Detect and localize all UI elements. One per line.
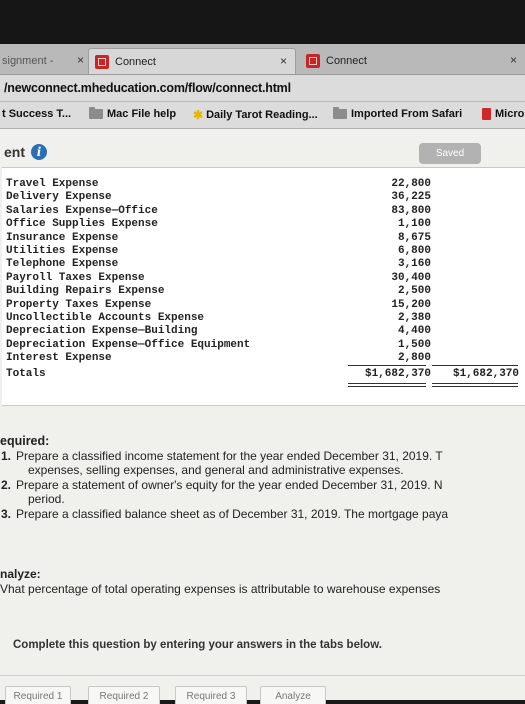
- account-name: Travel Expense: [6, 178, 99, 190]
- table-row: [2, 285, 525, 298]
- tab-required-2[interactable]: Required 2: [88, 686, 160, 704]
- page-title: ent i: [4, 144, 47, 160]
- credit-total: $1,682,370: [452, 367, 519, 380]
- instructions-text: Complete this question by entering your answers in the tabs below.: [13, 639, 382, 651]
- account-name: Utilities Expense: [6, 245, 119, 257]
- totals-double-rule: [432, 386, 518, 387]
- debit-amount: 83,800: [391, 204, 431, 217]
- account-name: Office Supplies Expense: [6, 218, 158, 231]
- close-icon[interactable]: ×: [279, 54, 287, 68]
- debit-amount: 1,100: [397, 218, 431, 231]
- required-section: [0, 434, 525, 521]
- close-icon[interactable]: ×: [76, 53, 84, 67]
- connect-favicon-icon: [95, 55, 109, 69]
- analyze-question: Vhat percentage of total operating expenses is attributable to warehouse expenses: [0, 581, 441, 596]
- table-row: [2, 218, 525, 231]
- bookmark-success[interactable]: t Success T...: [2, 108, 72, 120]
- totals-double-rule: [432, 383, 518, 384]
- tab-label: Connect: [115, 55, 156, 68]
- folder-icon: [333, 109, 347, 119]
- debit-amount: 3,160: [397, 258, 431, 271]
- debit-total: $1,682,370: [364, 367, 431, 380]
- table-row: [2, 245, 525, 258]
- required-item-2: 2. Prepare a statement of owner's equity for the year ended December 31, 2019. N: [1, 477, 443, 492]
- account-name: Depreciation Expense—Building: [6, 325, 198, 338]
- totals-double-rule: [348, 383, 426, 384]
- address-bar[interactable]: [0, 75, 525, 102]
- account-name: Telephone Expense: [6, 258, 119, 271]
- table-row: [2, 178, 525, 191]
- required-heading: equired:: [0, 434, 50, 448]
- book-icon: [482, 108, 491, 120]
- connect-favicon-icon: [306, 54, 320, 68]
- tab-label: signment -: [2, 55, 54, 67]
- debit-amount: 1,500: [397, 338, 431, 351]
- bookmarks-bar: [0, 102, 525, 129]
- totals-row: [2, 368, 525, 381]
- totals-rule: [432, 365, 518, 366]
- analyze-section: [0, 567, 525, 596]
- browser-tab-bar: [0, 44, 525, 75]
- account-name: Salaries Expense—Office: [6, 204, 158, 217]
- bookmark-mac-file-help[interactable]: Mac File help: [89, 108, 176, 120]
- info-icon[interactable]: i: [31, 144, 47, 160]
- debit-amount: 6,800: [397, 245, 431, 257]
- trial-balance-table: [2, 167, 525, 406]
- url-text[interactable]: /newconnect.mheducation.com/flow/connect.html: [4, 81, 291, 95]
- saved-status-badge: Saved: [419, 143, 481, 164]
- debit-amount: 30,400: [391, 271, 431, 284]
- assignment-page: [0, 129, 525, 700]
- tab-required-1[interactable]: Required 1: [5, 686, 71, 704]
- totals-rule: [348, 365, 426, 366]
- tab-required-3[interactable]: Required 3: [175, 686, 247, 704]
- close-icon[interactable]: ×: [509, 53, 517, 67]
- account-name: Building Repairs Expense: [6, 285, 165, 298]
- folder-icon: [89, 109, 103, 119]
- account-name: Uncollectible Accounts Expense: [6, 312, 205, 324]
- debit-amount: 8,675: [397, 231, 431, 244]
- account-name: Payroll Taxes Expense: [6, 271, 145, 284]
- debit-amount: 2,800: [397, 352, 431, 365]
- star-icon: ✱: [193, 108, 204, 122]
- account-name: Delivery Expense: [6, 191, 112, 204]
- table-row: [2, 352, 525, 365]
- table-row: [2, 299, 525, 312]
- analyze-heading: nalyze:: [0, 567, 41, 581]
- bookmark-daily-tarot[interactable]: ✱ Daily Tarot Reading...: [193, 108, 318, 122]
- answer-tabs: [0, 675, 525, 701]
- debit-amount: 4,400: [397, 325, 431, 338]
- table-row: [2, 191, 525, 204]
- table-row: [2, 232, 525, 245]
- table-row: [2, 272, 525, 285]
- table-row: [2, 258, 525, 271]
- debit-amount: 2,380: [397, 312, 431, 324]
- browser-tab-connect[interactable]: [300, 48, 525, 74]
- bookmark-imported-from-safari[interactable]: Imported From Safari: [333, 108, 462, 120]
- account-name: Insurance Expense: [6, 231, 119, 244]
- account-name: Interest Expense: [6, 352, 112, 365]
- totals-label: Totals: [6, 367, 46, 380]
- account-name: Property Taxes Expense: [6, 298, 152, 311]
- table-row: [2, 339, 525, 352]
- debit-amount: 36,225: [391, 191, 431, 204]
- table-row: [2, 312, 525, 325]
- table-row: [2, 325, 525, 338]
- browser-tab-connect-active[interactable]: [88, 48, 296, 74]
- table-row: [2, 205, 525, 218]
- required-item-2-cont: period.: [28, 492, 65, 506]
- browser-tab-assignment[interactable]: [0, 48, 88, 74]
- account-name: Depreciation Expense—Office Equipment: [6, 338, 251, 351]
- tab-analyze[interactable]: Analyze: [260, 686, 326, 704]
- debit-amount: 2,500: [397, 285, 431, 298]
- totals-double-rule: [348, 386, 426, 387]
- monitor-bezel: [0, 0, 525, 44]
- bookmark-micro[interactable]: Micro: [482, 108, 524, 120]
- debit-amount: 15,200: [391, 298, 431, 311]
- required-item-3: 3. Prepare a classified balance sheet as of December 31, 2019. The mortgage paya: [1, 506, 449, 521]
- required-item-1-cont: expenses, selling expenses, and general and administrative expenses.: [28, 463, 404, 477]
- debit-amount: 22,800: [391, 178, 431, 190]
- required-item-1: 1. Prepare a classified income statement for the year ended December 31, 2019. T: [1, 448, 443, 463]
- tab-label: Connect: [326, 55, 367, 67]
